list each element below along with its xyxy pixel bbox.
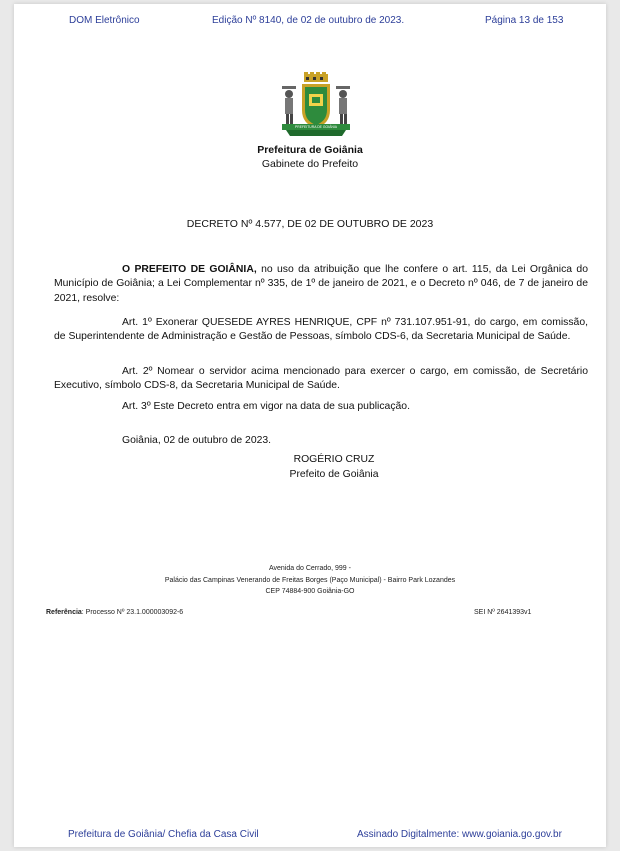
org-name: Prefeitura de Goiânia [257,144,363,156]
preamble-bold: O PREFEITO DE GOIÂNIA, [122,264,257,275]
footer-signature-link[interactable]: Assinado Digitalmente: www.goiania.go.gov.br [357,829,562,840]
address-line-2: Palácio das Campinas Venerando de Freitas Borges (Paço Municipal) - Bairro Park Lozandes [164,577,456,584]
decree-title: DECRETO Nº 4.577, DE 02 DE OUTUBRO DE 2023 [186,218,434,230]
footer-left: Prefeitura de Goiânia/ Chefia da Casa Civil [68,829,259,840]
org-unit: Gabinete do Prefeito [261,158,359,170]
address-line-3: CEP 74884-900 Goiânia-GO [265,588,355,595]
signatory-title: Prefeito de Goiânia [289,469,379,480]
reference-label: Referência [46,609,82,616]
signatory-name: ROGÉRIO CRUZ [293,454,375,465]
header-page-number: Página 13 de 153 [485,15,564,26]
article-2: Art. 2º Nomear o servidor acima mencionado para exercer o cargo, em comissão, de Secretário Executivo, símbolo CDS-8, da Secretaria Municipal de Saúde. [54,366,588,392]
article-3: Art. 3º Este Decreto entra em vigor na data de sua publicação. [122,401,410,412]
header-left: DOM Eletrônico [69,15,140,26]
preamble-paragraph [54,263,588,306]
preamble-text: no uso da atribuição que lhe confere o art. 115, da Lei Orgânica do Município de Goiânia; a Lei Complementar nº 335, de 1º de janeiro de 2021, e o Decreto nº 046, de 7 de janeiro de 2021, resolve: [54,264,588,304]
coat-of-arms-icon [276,72,356,140]
document-page [14,4,606,847]
address-line-1: Avenida do Cerrado, 999 - [269,565,351,572]
logo-ribbon-text: PREFEITURA DE GOIÂNIA [294,125,337,129]
reference-value: : Processo Nº 23.1.000003092-6 [81,609,184,616]
sei-number: SEI Nº 2641393v1 [474,609,532,616]
reference [46,609,183,616]
place-date: Goiânia, 02 de outubro de 2023. [122,435,272,446]
header-edition: Edição Nº 8140, de 02 de outubro de 2023. [212,15,405,26]
article-1: Art. 1º Exonerar QUESEDE AYRES HENRIQUE, CPF nº 731.107.951-91, do cargo, em comissão, de Superintendente de Administração e Gestão de Pessoas, símbolo CDS-6, da Secretaria Municipal de Saúde. [54,317,588,343]
